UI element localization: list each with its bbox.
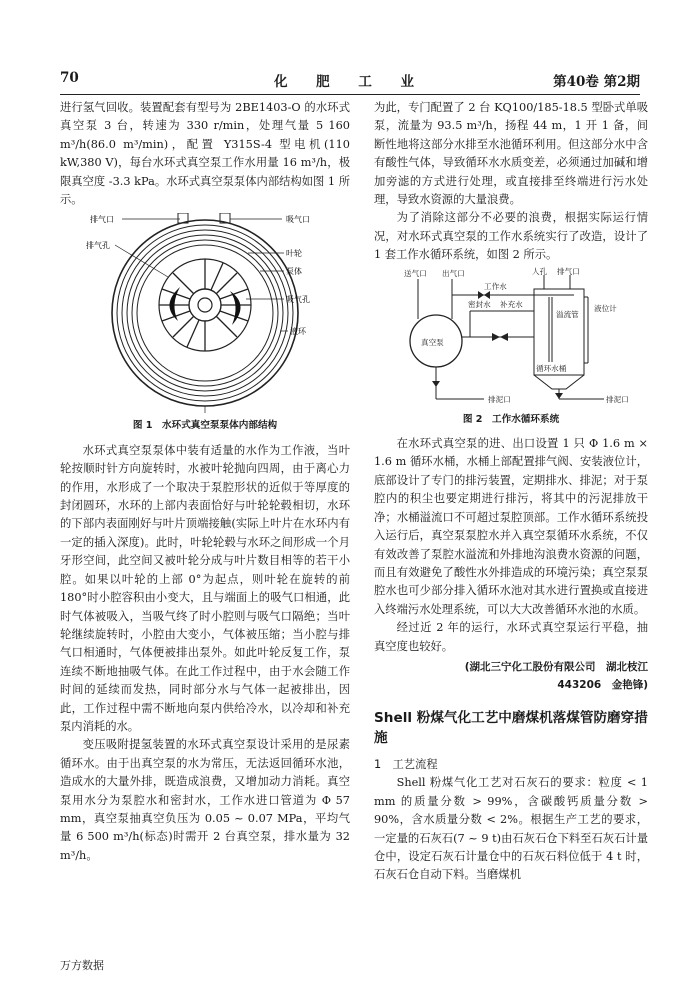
paragraph: 进行氢气回收。装置配套有型号为 2BE1403-O 的水环式真空泵 3 台，转速为 330 r/min，处理气量 5 160 m³/h(86.0 m³/min)，配置 Y315S-4 型电机(110 kW,380 V)，每台水环式真空泵工作水用量 16 m³/h，极限真空度 -3.3 kPa。水环式真空泵泵体内部结构如图 1 所示。	[60, 101, 350, 207]
label-impeller: 叶轮	[286, 249, 302, 259]
article-title: Shell 粉煤气化工艺中磨煤机落煤管防磨穿措施	[374, 709, 648, 746]
label-circulation-tank: 循环水桶	[536, 363, 567, 373]
running-header	[60, 66, 640, 95]
journal-name: 化 肥 工 业	[273, 74, 427, 90]
figure-1-caption: 图 1 水环式真空泵泵体内部结构	[132, 420, 278, 432]
paragraph: 为此，专门配置了 2 台 KQ100/185-18.5 型卧式单吸泵，流量为 93.5 m³/h，扬程 44 m，1 开 1 备，间断性地将这部分水排至水池循环利用。但这部分水中含有酸性气体，导致循环水水质变差，必须通过加碱和增加旁滤的方式进行处理，或直接排至终端进行污水处理，导致水资源的大量浪费。	[374, 101, 648, 207]
right-column	[374, 99, 648, 885]
label-working-water: 工作水	[484, 281, 507, 291]
label-sludge-port-2: 排泥口	[606, 394, 629, 404]
issue-label: 第40卷 第2期	[553, 74, 640, 90]
vacuum-pump-diagram	[60, 213, 350, 413]
water-circulation-diagram	[374, 267, 648, 407]
label-gas-outlet: 出气口	[442, 268, 465, 278]
figure-2-caption: 图 2 工作水循环系统	[462, 413, 560, 425]
left-column	[60, 99, 350, 865]
label-overflow-pipe: 溢流管	[556, 309, 579, 319]
figure-1	[60, 213, 350, 413]
paragraph: 水环式真空泵泵体中装有适量的水作为工作液，当叶轮按顺时针方向旋转时，水被叶轮抛向四周，由于离心力的作用，水形成了一个取决于泵腔形状的近似于等厚度的封闭圆环，水环的上部内表面恰好与叶轮轮毂相切，水环的下部内表面刚好与叶片顶端接触(实际上叶片在水环内有一定的插入深度)。此时，叶轮轮毂与水环之间形成一个月牙形空间，此空间又被叶轮分成与叶片数目相等的若干小腔。如果以叶轮的上部 0°为起点，则叶轮在旋转的前 180°时小腔容积由小变大，且与端面上的吸气口相通，此时气体被吸入，当吸气终了时小腔则与吸气口隔绝；当叶轮继续旋转时，小腔由大变小，气体被压缩；当小腔与排气口相通时，气体便被排出泵外。如此叶轮反复工作，泵连续不断地抽吸气体。在此工作过程中，由于水会随工作时间的延续而发热，同时部分水与气体一起被排出，因此，工作过程中需不断地向泵内供给冷水，以冷却和补充泵内消耗的水。	[60, 443, 350, 733]
label-suction-port: 吸气口	[286, 215, 310, 225]
label-seal-water: 密封水	[468, 299, 491, 309]
label-sludge-port-1: 排泥口	[488, 394, 511, 404]
section-heading: 1 工艺流程	[374, 757, 438, 771]
paragraph: Shell 粉煤气化工艺对石灰石的要求：粒度 < 1 mm 的质量分数 > 99%，含碳酸钙质量分数 > 90%，含水质量分数 < 2%。根据生产工艺的要求，一定量的石灰石(7 ~ 9 t)由石灰石仓下料至石灰石计量仓中，设定石灰石计量仓中的石灰石料位低于 4 t 时，石灰石仓自动下料。当磨煤机	[374, 776, 648, 882]
label-pump-body: 泵体	[286, 267, 302, 277]
page-number: 70	[60, 70, 79, 86]
label-vacuum-pump: 真空泵	[421, 337, 444, 347]
figure-2	[374, 267, 648, 407]
label-gas-supply-port: 送气口	[404, 268, 427, 278]
label-manhole: 人孔	[532, 266, 548, 276]
label-exhaust-hole: 排气孔	[86, 241, 110, 251]
label-level-gauge: 液位计	[594, 303, 617, 313]
label-makeup-water: 补充水	[500, 299, 523, 309]
author-affiliation: (湖北三宁化工股份有限公司 湖北枝江 443206 金艳锋)	[464, 660, 648, 691]
footer-watermark: 万方数据	[60, 959, 104, 972]
label-exhaust-port: 排气口	[90, 215, 114, 225]
paragraph: 在水环式真空泵的进、出口设置 1 只 Φ 1.6 m × 1.6 m 循环水桶，水桶上部配置排气阀、安装液位计，底部设计了专门的排污装置，定期排水、排泥；对于泵腔内的积尘也要定期进行排污，将其中的污泥排放干净；水桶溢流口不可超过泵腔顶部。工作水循环系统投入运行后，真空泵泵腔水并入真空泵循环水系统，不仅有效改善了泵腔水溢流和外排地沟浪费水资源的问题，而且有效避免了酸性水外排造成的环境污染；真空泵泵腔水也可少部分排入循环水池对其水进行置换或直接进入终端污水处理系统，可以大大改善循环水池的水质。	[374, 437, 648, 616]
label-liquid-ring: 液环	[290, 327, 306, 337]
paragraph: 变压吸附提氢装置的水环式真空泵设计采用的是尿素循环水。由于出真空泵的水为常压，无法返回循环水池，造成水的大量外排，既造成浪费，又增加动力消耗。真空泵用水分为泵腔水和密封水，工作水进口管道为 Φ 57 mm，真空泵抽真空负压为 0.05 ~ 0.07 MPa，平均气量 6 500 m³/h(标态)时需开 2 台真空泵，排水量为 32 m³/h。	[60, 738, 350, 862]
paragraph: 经过近 2 年的运行，水环式真空泵运行平稳，抽真空度也较好。	[374, 621, 648, 653]
label-suction-hole: 吸气孔	[286, 295, 310, 305]
paragraph: 为了消除这部分不必要的浪费，根据实际运行情况，对水环式真空泵的工作水系统实行了改造，设计了 1 套工作水循环系统，如图 2 所示。	[374, 211, 648, 262]
label-vent-port: 排气口	[557, 266, 580, 276]
